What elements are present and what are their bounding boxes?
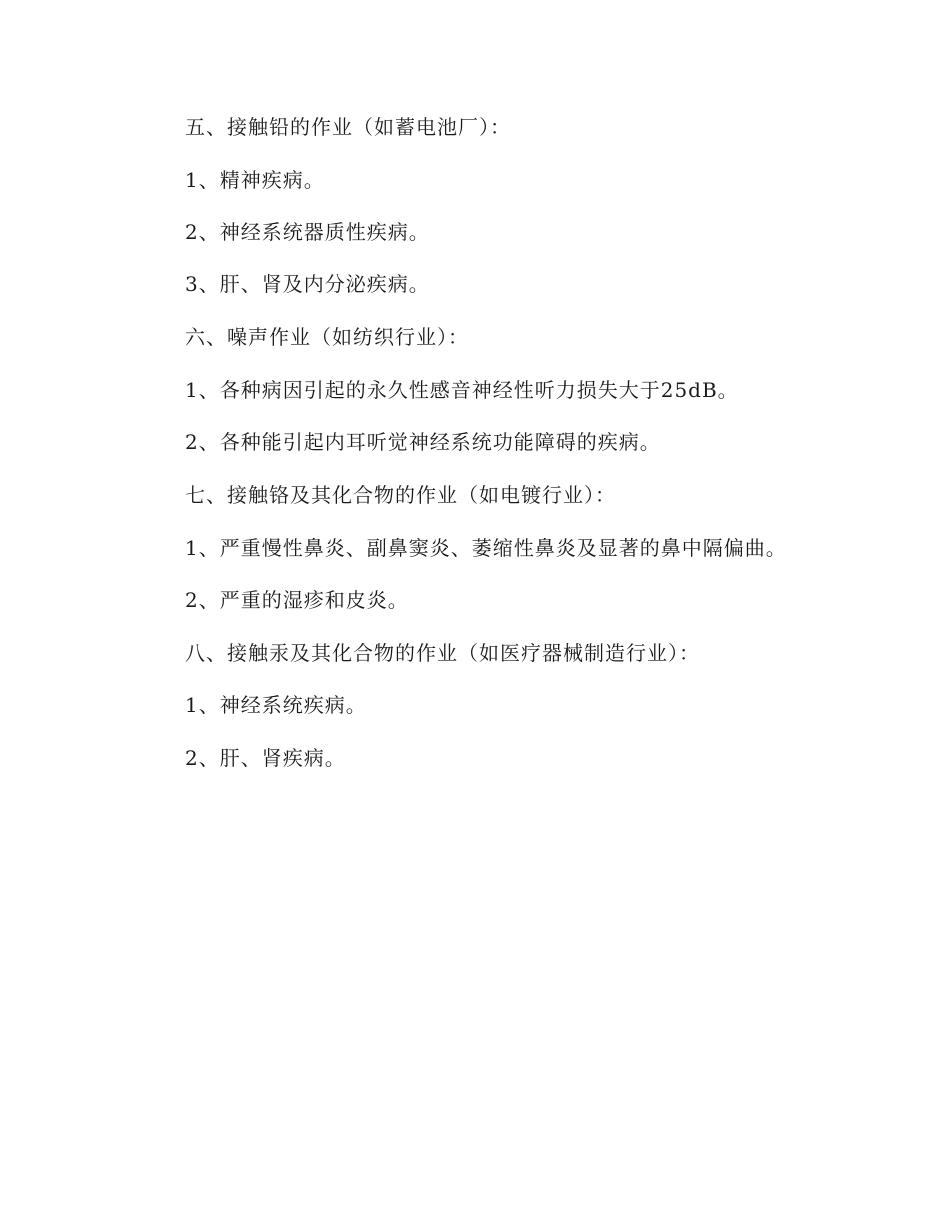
list-item: 2、肝、肾疾病。 (185, 746, 346, 770)
list-item: 3、肝、肾及内分泌疾病。 (185, 272, 430, 296)
section-heading-noise: 六、噪声作业（如纺织行业）： (185, 325, 469, 349)
list-item: 2、各种能引起内耳听觉神经系统功能障碍的疾病。 (185, 430, 661, 454)
list-item: 2、严重的湿疹和皮炎。 (185, 588, 409, 612)
section-heading-mercury: 八、接触汞及其化合物的作业（如医疗器械制造行业）： (185, 641, 700, 665)
list-item: 1、神经系统疾病。 (185, 693, 367, 717)
list-item: 2、神经系统器质性疾病。 (185, 220, 430, 244)
list-item: 1、严重慢性鼻炎、副鼻窦炎、萎缩性鼻炎及显著的鼻中隔偏曲。 (185, 536, 787, 560)
section-heading-chromium: 七、接触铬及其化合物的作业（如电镀行业）： (185, 483, 616, 507)
list-item: 1、精神疾病。 (185, 168, 325, 192)
section-heading-lead: 五、接触铅的作业（如蓄电池厂）： (185, 115, 511, 139)
list-item: 1、各种病因引起的永久性感音神经性听力损失大于25dB。 (185, 378, 739, 402)
